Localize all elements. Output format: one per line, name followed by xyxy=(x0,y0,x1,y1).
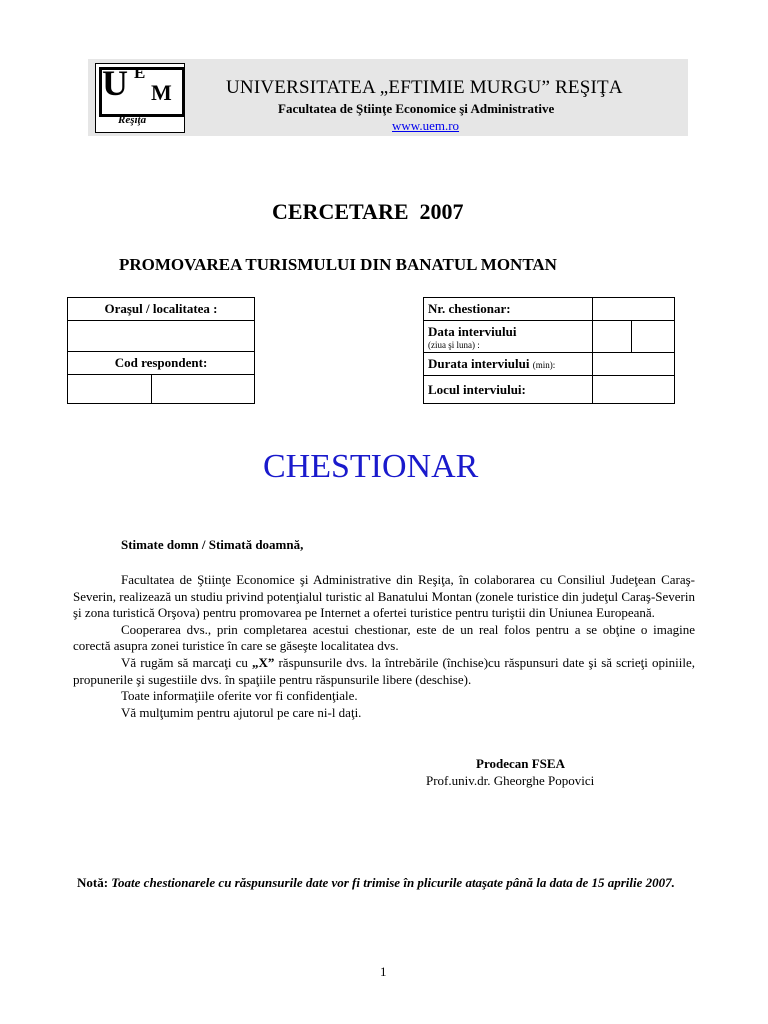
note-text: Toate chestionarele cu răspunsurile date vor fi trimise în plicurile ataşate până la data de 15 aprilie 2007. xyxy=(111,875,675,890)
interview-location-field[interactable] xyxy=(593,376,675,404)
questionnaire-number-field[interactable] xyxy=(593,298,675,321)
project-title: PROMOVAREA TURISMULUI DIN BANATUL MONTAN xyxy=(119,255,557,274)
interview-date-title: Data interviului xyxy=(428,323,517,339)
interview-duration-field[interactable] xyxy=(593,353,675,376)
respondent-code-label: Cod respondent: xyxy=(68,352,255,375)
interview-date-label xyxy=(424,321,593,353)
instructions-before: Vă rugăm să marcaţi cu xyxy=(121,654,252,670)
research-title: CERCETARE 2007 xyxy=(272,199,464,224)
signer-title: Prodecan FSEA xyxy=(476,756,565,771)
logo-letter-e: E xyxy=(134,63,146,82)
questionnaire-number-label: Nr. chestionar: xyxy=(424,298,593,321)
interview-day-field[interactable] xyxy=(593,321,632,353)
faculty-name: Facultatea de Ştiinţe Economice şi Administrative xyxy=(278,101,555,116)
university-logo xyxy=(95,63,185,133)
logo-city: Reşiţa xyxy=(118,114,147,126)
respondent-table xyxy=(67,297,255,404)
note xyxy=(77,874,697,891)
interview-month-field[interactable] xyxy=(632,321,675,353)
interview-table xyxy=(423,297,675,404)
page-number: 1 xyxy=(380,964,387,979)
locality-field[interactable] xyxy=(68,321,255,352)
website-link[interactable]: www.uem.ro xyxy=(392,118,460,133)
respondent-code-field-1[interactable] xyxy=(68,375,152,404)
university-name: UNIVERSITATEA „EFTIMIE MURGU” REŞIŢA xyxy=(226,77,623,98)
intro-text xyxy=(73,572,695,721)
intro-paragraph: Facultatea de Ştiinţe Economice şi Administrative din Reşiţa, în colaborarea cu Consiliul Judeţean Caraş-Severin, realizează un studiu privind potenţialul turistic al Banatului Montan (zonele turistice din judeţul Caraş-Severin şi zona turistică Orşova) pentru promovarea pe Internet a ofertei turistice pentru turiştii din Uniunea Europeană. xyxy=(73,572,695,621)
questionnaire-title: CHESTIONAR xyxy=(263,448,479,485)
intro-paragraph: Vă mulţumim pentru ajutorul pe care ni-l daţi. xyxy=(121,704,362,720)
instructions-after: răspunsurile dvs. la întrebările (închise)cu răspunsuri date şi să scrieţi opiniile, propunerile şi sugestiile dvs. în spaţiile pentru răspunsurile libere (deschise). xyxy=(73,654,695,687)
signer-name: Prof.univ.dr. Gheorghe Popovici xyxy=(426,773,595,788)
interview-duration-hint: (min): xyxy=(532,360,556,370)
salutation: Stimate domn / Stimată doamnă, xyxy=(121,537,304,552)
instructions-marker: „X” xyxy=(251,654,275,670)
instructions-paragraph xyxy=(73,655,695,688)
interview-duration-label xyxy=(424,353,593,376)
locality-label: Oraşul / localitatea : xyxy=(68,298,255,321)
interview-duration-title: Durata interviului xyxy=(428,356,530,371)
intro-paragraph: Toate informaţiile oferite vor fi confidenţiale. xyxy=(121,688,358,704)
intro-paragraph: Cooperarea dvs., prin completarea acestui chestionar, este de un real folos pentru a se obţine o imagine corectă asupra zonei turistice în care se găseşte localitatea dvs. xyxy=(73,621,695,654)
logo-letter-m: M xyxy=(151,80,172,105)
interview-date-hint: (ziua şi luna) : xyxy=(428,339,480,350)
interview-location-label: Locul interviului: xyxy=(424,376,593,404)
respondent-code-field-2[interactable] xyxy=(152,375,255,404)
logo-letter-u: U xyxy=(102,63,128,103)
note-label: Notă: xyxy=(77,875,109,890)
